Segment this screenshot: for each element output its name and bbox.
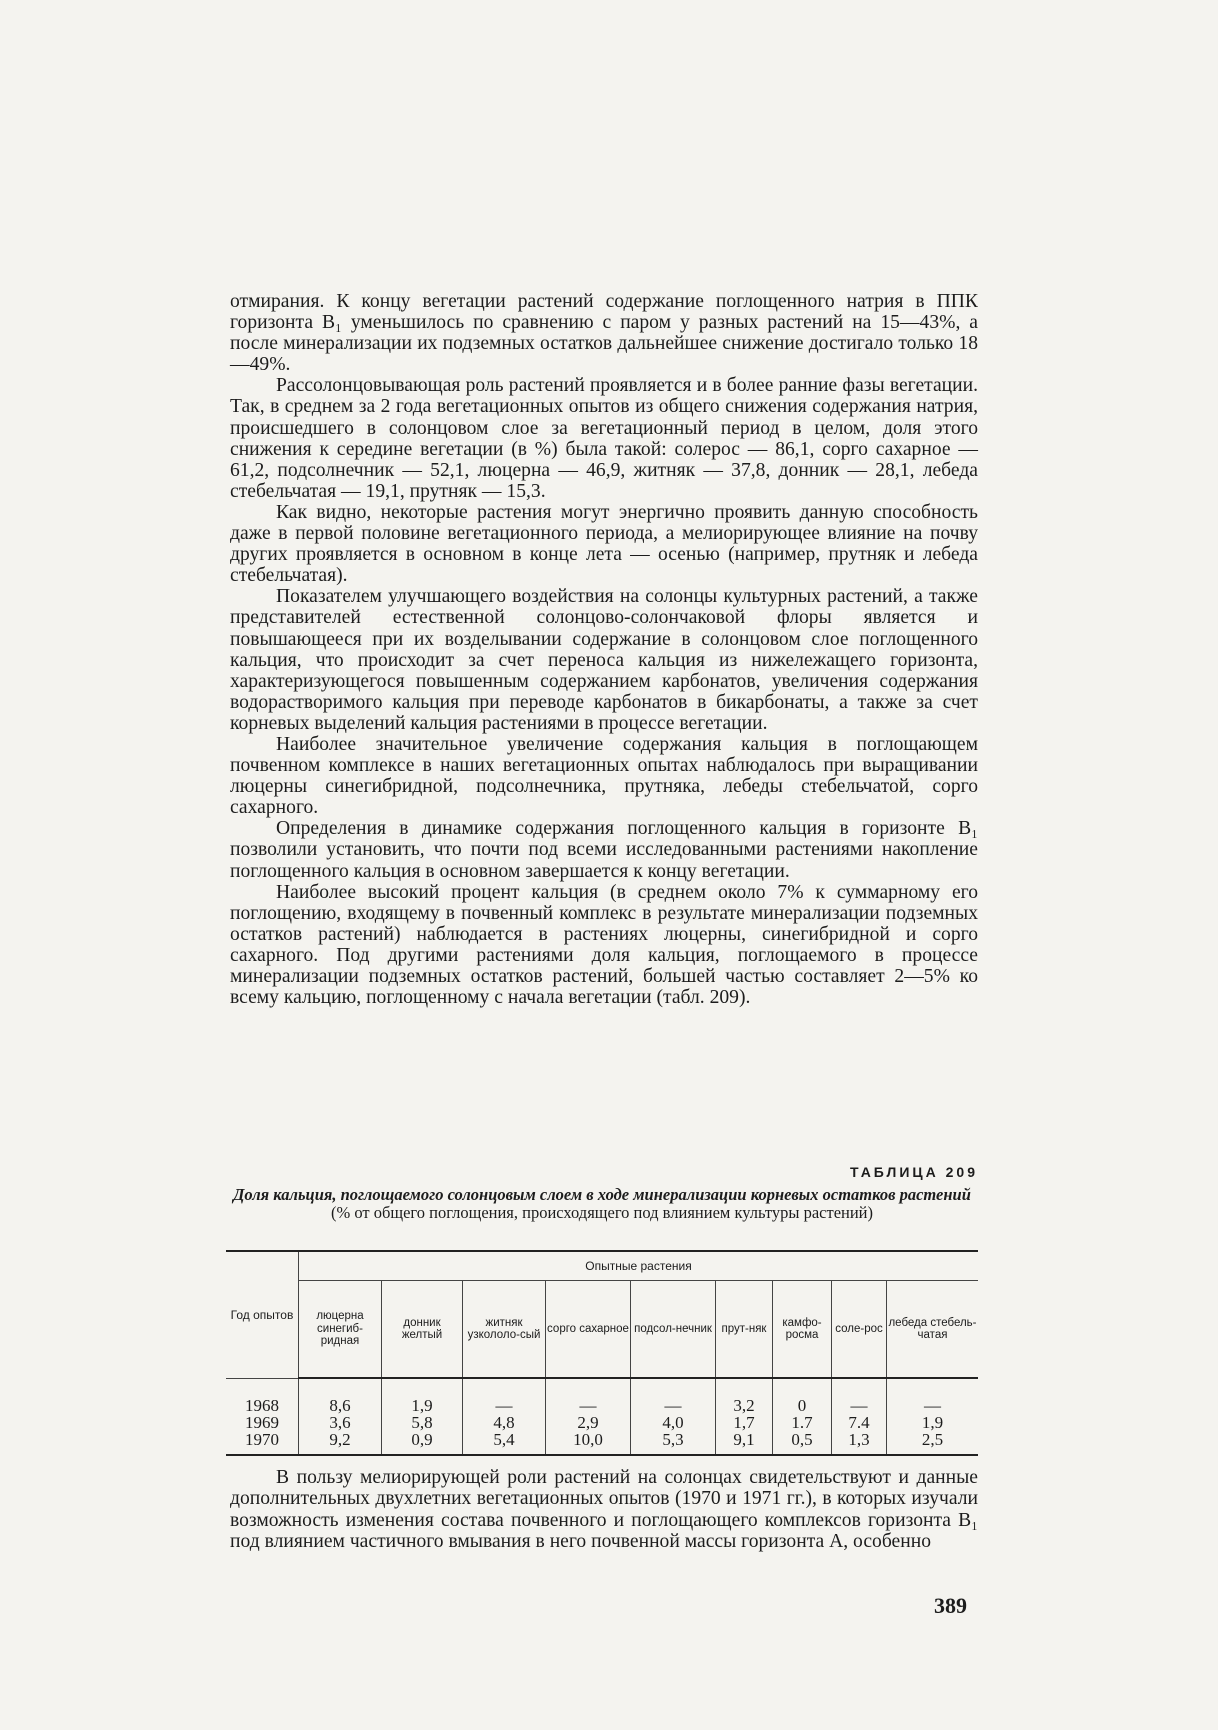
body-text (230, 291, 978, 1008)
table-row (226, 1378, 978, 1414)
table-caption-title: Доля кальция, поглощаемого солонцовым слоем в ходе минерализации корневых остатков растений (233, 1185, 971, 1204)
paragraph: Показателем улучшающего воздействия на солонцы культурных растений, а также представителей естественной солонцово-солончаковой флоры является и повышающееся при их возделывании содержание в солонцовом слое поглощенного кальция, что происходит за счет переноса кальция из нижележащего горизонта, характеризующегося повышенным содержанием карбонатов, увеличения содержания водорастворимого кальция при переводе карбонатов в бикарбонаты, а также за счет корневых выделений кальция растениями в процессе вегетации. (230, 586, 978, 734)
value-cell: 10,0 (546, 1431, 631, 1455)
value-cell: 0,9 (382, 1431, 463, 1455)
paragraph: Наиболее значительное увеличение содержания кальция в поглощающем почвенном комплексе в наших вегетационных опытах наблюдалось при выращивании люцерны синегибридной, подсолнечника, прутняка, лебеды стебельчатой, сорго сахарного. (230, 733, 978, 819)
value-cell: 1,7 (716, 1414, 773, 1431)
value-cell: 0,5 (773, 1431, 832, 1455)
value-cell: — (832, 1378, 887, 1414)
value-cell: — (631, 1378, 716, 1414)
body-text-continued (230, 1467, 978, 1552)
value-cell: 9,2 (299, 1431, 382, 1455)
value-cell: 7.4 (832, 1414, 887, 1431)
value-cell: 1.7 (773, 1414, 832, 1431)
column-header: подсол-нечник (631, 1281, 716, 1379)
value-cell: 5,3 (631, 1431, 716, 1455)
column-header: лебеда стебель-чатая (887, 1281, 979, 1379)
value-cell: 0 (773, 1378, 832, 1414)
data-table (226, 1250, 978, 1456)
column-header: донник желтый (382, 1281, 463, 1379)
paragraph: В пользу мелиорирующей роли растений на солонцах свидетельствуют и данные дополнительных двухлетних вегетационных опытов (1970 и 1971 гг.), в которых изучали возможность изменения состава почвенного и поглощающего комплексов горизонта B₁ под влиянием частичного вмывания в него почвенной массы горизонта А, особенно (230, 1467, 978, 1552)
column-header: люцерна синегиб-ридная (299, 1281, 382, 1379)
paragraph: отмирания. К концу вегетации растений содержание поглощенного натрия в ППК горизонта B₁ уменьшилось по сравнению с паром у разных растений на 15—43%, а после минерализации их подземных остатков дальнейшее снижение достигало только 18—49%. (230, 291, 978, 376)
column-header: камфо-росма (773, 1281, 832, 1379)
paragraph: Как видно, некоторые растения могут энергично проявить данную способность даже в первой половине вегетационного периода, а мелиорирующее влияние на почву других проявляется в основном в конце лета — осенью (например, прутняк и лебеда стебельчатая). (230, 501, 978, 587)
value-cell: — (887, 1378, 979, 1414)
table-label: ТАБЛИЦА 209 (850, 1164, 978, 1180)
column-header: сорго сахарное (546, 1281, 631, 1379)
value-cell: 5,8 (382, 1414, 463, 1431)
value-cell: 9,1 (716, 1431, 773, 1455)
column-header: соле-рос (832, 1281, 887, 1379)
table-caption (226, 1186, 978, 1222)
value-cell: 3,6 (299, 1414, 382, 1431)
value-cell: — (546, 1378, 631, 1414)
year-cell: 1970 (226, 1431, 299, 1455)
value-cell: 4,8 (463, 1414, 546, 1431)
value-cell: — (463, 1378, 546, 1414)
paragraph: Рассолонцовывающая роль растений проявляется и в более ранние фазы вегетации. Так, в среднем за 2 года вегетационных опытов из общего снижения содержания натрия, происшедшего в солонцовом слое за вегетационный период в целом, доля этого снижения к середине вегетации (в %) была такой: солерос — 86,1, сорго сахарное — 61,2, подсолнечник — 52,1, люцерна — 46,9, житняк — 37,8, донник — 28,1, лебеда стебельчатая — 19,1, прутняк — 15,3. (230, 375, 978, 502)
year-header: Год опытов (226, 1251, 299, 1378)
value-cell: 8,6 (299, 1378, 382, 1414)
value-cell: 1,9 (382, 1378, 463, 1414)
value-cell: 5,4 (463, 1431, 546, 1455)
year-cell: 1969 (245, 1413, 279, 1432)
value-cell: 1,3 (832, 1431, 887, 1455)
paragraph: Определения в динамике содержания поглощенного кальция в горизонте B₁ позволили установить, что почти под всеми исследованными растениями накопление поглощенного кальция в основном завершается к концу вегетации. (230, 818, 978, 882)
value-cell: 3,2 (716, 1378, 773, 1414)
column-header: житняк узкололо-сый (463, 1281, 546, 1379)
table-caption-note: (% от общего поглощения, происходящего под влиянием культуры растений) (330, 1203, 874, 1222)
table-row (226, 1414, 978, 1431)
column-header: прут-няк (716, 1281, 773, 1379)
value-cell: 2,9 (546, 1414, 631, 1431)
group-header: Опытные растения (299, 1251, 979, 1281)
year-cell: 1968 (245, 1395, 279, 1415)
value-cell: 1,9 (887, 1414, 979, 1431)
value-cell: 4,0 (631, 1414, 716, 1431)
value-cell: 2,5 (887, 1431, 979, 1455)
page-number: 389 (934, 1593, 967, 1618)
table-row (226, 1431, 978, 1455)
paragraph: Наиболее высокий процент кальция (в среднем около 7% к суммарному его поглощению, входящему в почвенный комплекс в результате минерализации подземных остатков растений) наблюдается в растениях люцерны, синегибридной и сорго сахарного. Под другими растениями доля кальция, поглощаемого в процессе минерализации подземных остатков растений, большей частью составляет 2—5% ко всему кальцию, поглощенному с начала вегетации (табл. 209). (230, 881, 978, 1009)
